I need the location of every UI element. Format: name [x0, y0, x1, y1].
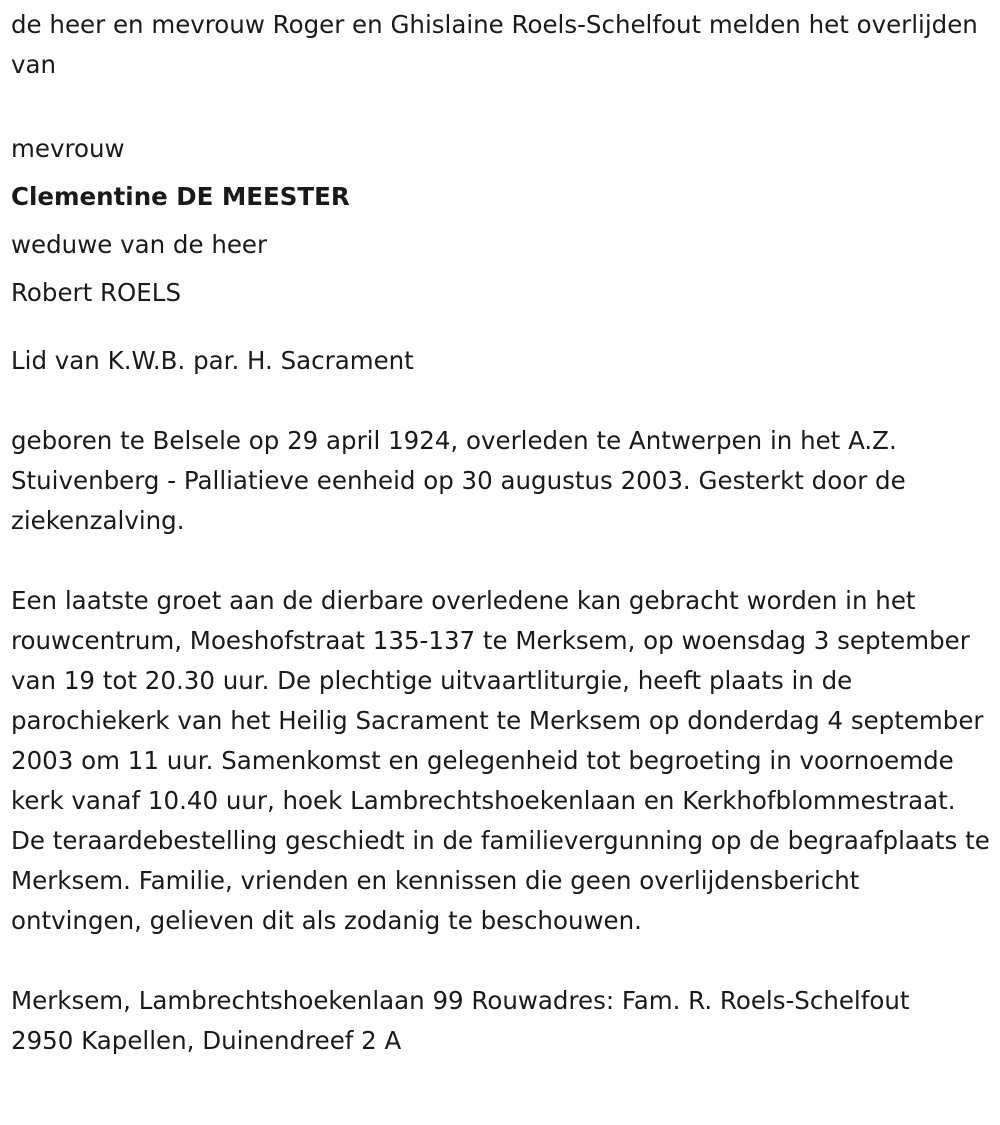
spacer — [11, 317, 991, 341]
intro-text: de heer en mevrouw Roger en Ghislaine Roels-Schelfout melden het overlijden van — [11, 10, 978, 79]
membership-text: Lid van K.W.B. par. H. Sacrament — [11, 346, 414, 375]
address-line: 2950 Kapellen, Duinendreef 2 A — [11, 1026, 402, 1055]
spouse-name: Robert ROELS — [11, 278, 181, 307]
ceremony-paragraph: Een laatste groet aan de dierbare overledene kan gebracht worden in het rouwcentrum, Moeshofstraat 135-137 te Merksem, op woensdag 3 september van 19 tot 20.30 uur. De plechtige uitvaartliturgie, heeft plaats in de parochiekerk van het Heilig Sacrament te Merksem op donderdag 4 september 2003 om 11 uur. Samenkomst en gelegenheid tot begroeting in voornoemde kerk vanaf 10.40 uur, hoek Lambrechtshoekenlaan en Kerkhofblommestraat. De teraardebestelling geschiedt in de familievergunning op de begraafplaats te Merksem. Familie, vrienden en kennissen die geen overlijdensbericht ontvingen, gelieven dit als zodanig te beschouwen. — [11, 586, 990, 935]
obituary-document — [11, 5, 991, 1061]
spacer — [11, 941, 991, 981]
spacer — [11, 85, 991, 125]
address-line: Merksem, Lambrechtshoekenlaan 99 Rouwadres: Fam. R. Roels-Schelfout — [11, 986, 910, 1015]
deceased-block — [11, 125, 991, 317]
salutation: mevrouw — [11, 134, 125, 163]
spacer — [11, 381, 991, 421]
birth-death-paragraph: geboren te Belsele op 29 april 1924, overleden te Antwerpen in het A.Z. Stuivenberg - Palliatieve eenheid op 30 augustus 2003. Gesterkt door de ziekenzalving. — [11, 426, 906, 535]
spacer — [11, 541, 991, 581]
relation-text: weduwe van de heer — [11, 230, 268, 259]
deceased-name: Clementine DE MEESTER — [11, 182, 350, 211]
